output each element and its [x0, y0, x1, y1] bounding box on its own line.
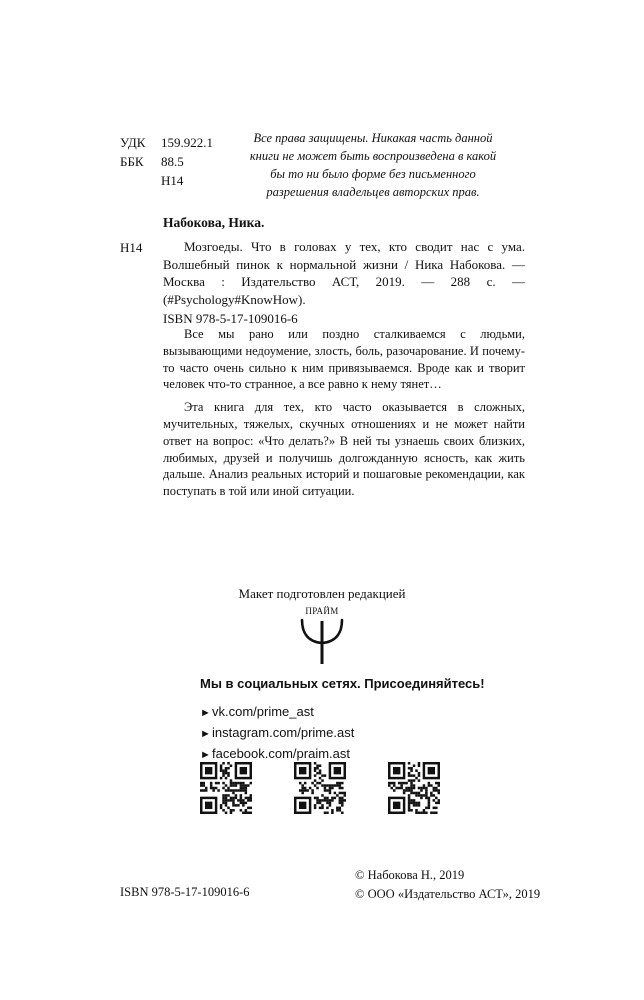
psi-trident-icon [299, 618, 345, 666]
classification-value: 159.922.1 [161, 135, 213, 150]
copyright-publisher: © ООО «Издательство АСТ», 2019 [355, 887, 541, 901]
classification-value: Н14 [161, 173, 184, 188]
logo-label: ПРАЙМ [305, 606, 339, 616]
social-link-instagram[interactable] [200, 723, 354, 744]
arrow-right-icon: ► [200, 749, 211, 761]
isbn-line: ISBN 978-5-17-109016-6 [163, 311, 298, 326]
author-name: Набокова, Ника. [163, 215, 265, 230]
classification-row-mark [120, 171, 213, 190]
classification-value: 88.5 [161, 154, 184, 169]
qr-code-facebook[interactable] [388, 762, 440, 814]
classification-row-bbk [120, 152, 213, 171]
copyright-block [355, 866, 540, 904]
publisher-logo [297, 606, 347, 666]
arrow-right-icon: ► [200, 707, 211, 719]
social-title: Мы в социальных сетях. Присоединяйтесь! [200, 676, 485, 691]
social-link-vk[interactable] [200, 702, 354, 723]
social-links [200, 702, 354, 765]
annotation-paragraph: Эта книга для тех, кто часто оказывается в сложных, мучительных, тяжелых, скучных отношениях и не может найти ответ на вопрос: «Что делать?» В ней ты узнаешь своих близких, любимых, друзей и получишь долгожданную ясность, как жить дальше. Анализ реальных историй и пошаговые рекомендации, как поступать в той или иной ситуации. [163, 400, 525, 499]
link-text: facebook.com/praim.ast [212, 746, 351, 761]
annotation-paragraph: Все мы рано или поздно сталкиваемся с людьми, вызывающими недоумение, злость, боль, разочарование. И почему-то часто очень сильно к ним привязываемся. Вроде как и творит человек что-то странное, а все равно к нему тянет… [163, 327, 525, 392]
qr-code-instagram[interactable] [294, 762, 346, 814]
author-mark: Н14 [120, 240, 143, 255]
prepared-by: Макет подготовлен редакцией [238, 586, 406, 601]
classification-code: ББК [120, 154, 144, 169]
copyright-author: © Набокова Н., 2019 [355, 868, 465, 882]
classification-code [120, 171, 161, 190]
classification-block [120, 133, 213, 190]
bibliographic-description: Мозгоеды. Что в головах у тех, кто сводит нас с ума. Волшебный пинок к нормальной жизни / Ника Набокова. — Москва : Издательство АСТ, 2019. — 288 с. — (#Psychology#KnowHow). [163, 239, 525, 307]
qr-code-vk[interactable] [200, 762, 252, 814]
arrow-right-icon: ► [200, 728, 211, 740]
link-text: vk.com/prime_ast [212, 704, 314, 719]
classification-code: УДК [120, 135, 146, 150]
classification-row-udk [120, 133, 213, 152]
rights-notice: Все права защищены. Никакая часть данной книги не может быть воспроизведена в какой бы то ни было форме без письменного разрешения владельцев авторских прав. [249, 131, 497, 199]
link-text: instagram.com/prime.ast [212, 725, 355, 740]
isbn-bottom: ISBN 978-5-17-109016-6 [120, 885, 250, 899]
annotation [163, 326, 525, 500]
